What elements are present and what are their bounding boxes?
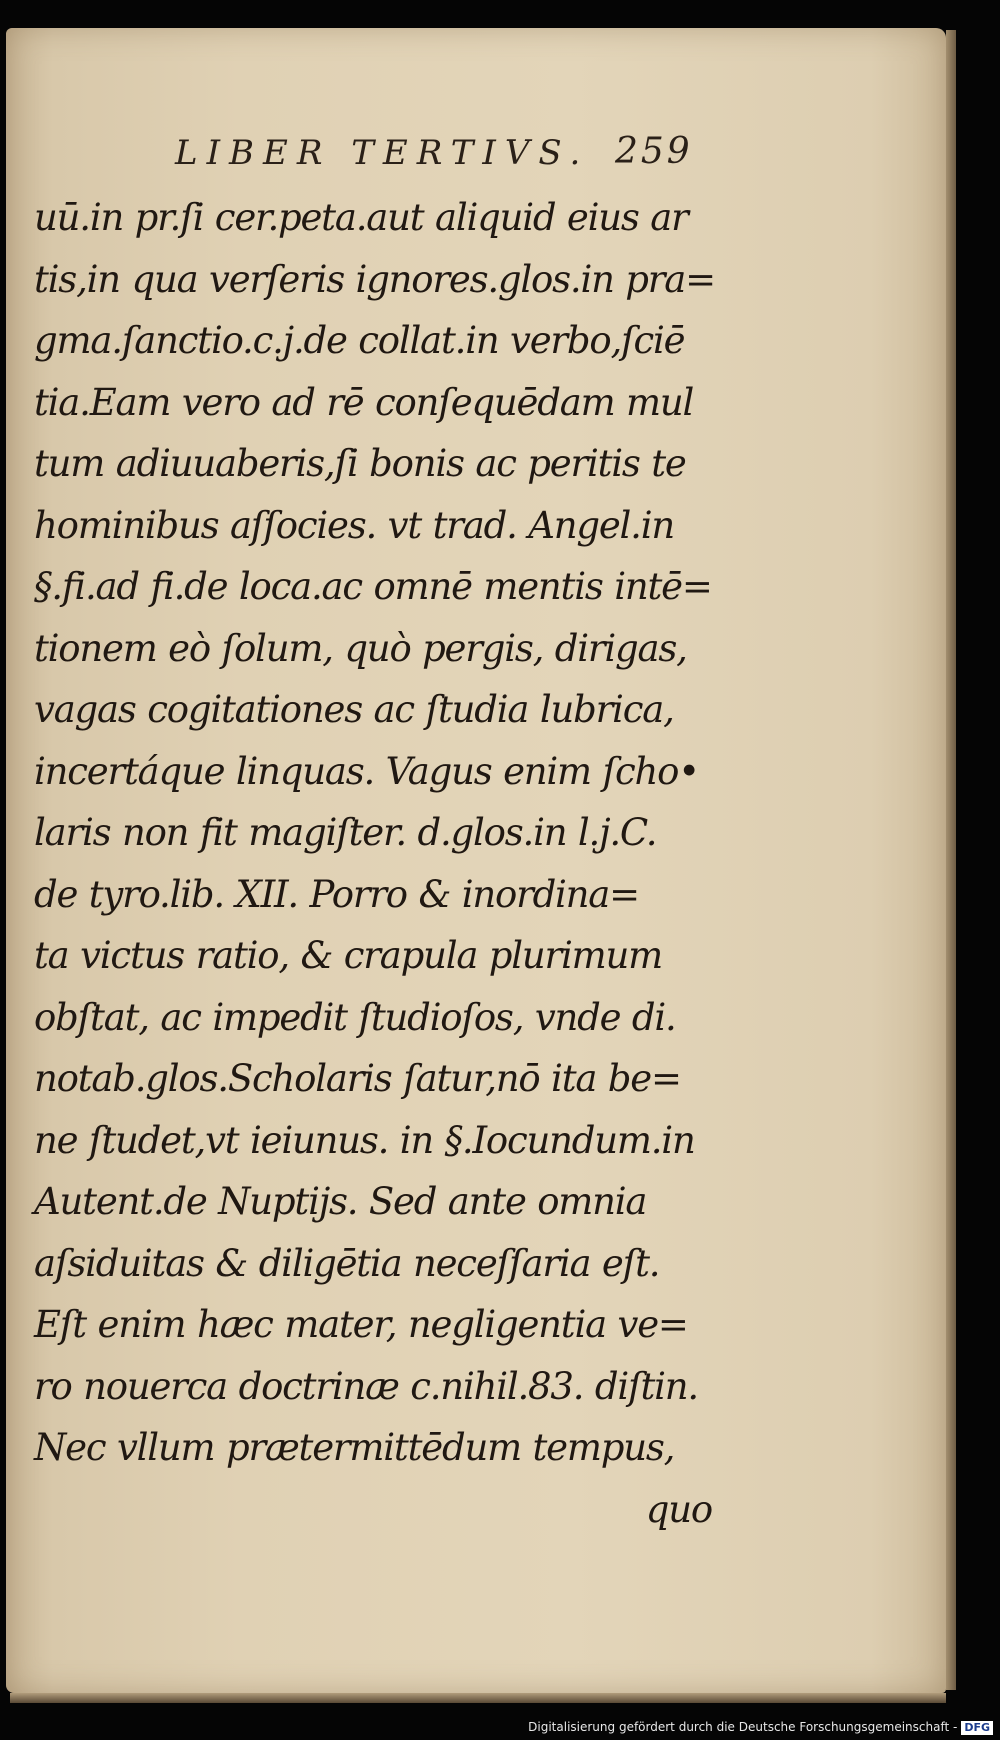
text-line: ta victus ratio, & crapula plurimum bbox=[34, 934, 663, 977]
text-line: incertáque linquas. Vagus enim ſcho• bbox=[34, 749, 699, 793]
text-line: de tyro.lib. XII. Porro & inordina= bbox=[34, 872, 639, 916]
catchword: quo bbox=[645, 1487, 712, 1531]
text-line: notab.glos.Scholaris ſatur,nō ita be= bbox=[34, 1057, 681, 1100]
text-line: tia.Eam vero ad rē conſequēdam mul bbox=[34, 380, 694, 424]
text-line: laris non fit magiſter. d.glos.in l.j.C. bbox=[34, 811, 657, 854]
running-head bbox=[0, 133, 1000, 183]
dfg-logo: DFG bbox=[961, 1721, 993, 1735]
text-line: aſsiduitas & diligētia neceſſaria eſt. bbox=[34, 1241, 660, 1285]
running-head-title: LIBER TERTIVS. bbox=[175, 133, 590, 173]
text-line: vagas cogitationes ac ſtudia lubrica, bbox=[34, 688, 674, 731]
text-line: tis,in qua verſeris ignores.glos.in pra= bbox=[34, 257, 715, 301]
credit-text: Digitalisierung gefördert durch die Deutsche Forschungsgemeinschaft - bbox=[528, 1720, 958, 1734]
body-text bbox=[34, 187, 724, 1540]
text-line: ne ſtudet,vt ieiunus. in §.Iocundum.in bbox=[34, 1118, 695, 1162]
text-line: obſtat, ac impedit ſtudioſos, vnde di. bbox=[34, 995, 676, 1039]
page-edge-right bbox=[946, 30, 956, 1690]
text-line: tum adiuuaberis,ſi bonis ac peritis te bbox=[34, 442, 686, 485]
text-line: Eſt enim hæc mater, negligentia ve= bbox=[34, 1303, 688, 1346]
text-line: Autent.de Nuptijs. Sed ante omnia bbox=[34, 1180, 647, 1223]
text-line: §.fi.ad fi.de loca.ac omnē mentis intē= bbox=[34, 565, 712, 608]
text-line: gma.ſanctio.c.j.de collat.in verbo,ſciē bbox=[34, 319, 685, 362]
page-number: 259 bbox=[615, 131, 693, 172]
text-line: tionem eò ſolum, quò pergis, dirigas, bbox=[34, 626, 687, 670]
text-line: hominibus aſſocies. vt trad. Angel.in bbox=[34, 503, 674, 547]
text-line: ro nouerca doctrinæ c.nihil.83. diſtin. bbox=[34, 1364, 698, 1408]
text-line: Nec vllum prætermittēdum tempus, bbox=[34, 1426, 675, 1469]
text-line: uū.in pr.ſi cer.peta.aut aliquid eius ar bbox=[34, 196, 688, 239]
page-edge-bottom bbox=[10, 1693, 946, 1703]
digitization-credit bbox=[0, 1718, 993, 1738]
